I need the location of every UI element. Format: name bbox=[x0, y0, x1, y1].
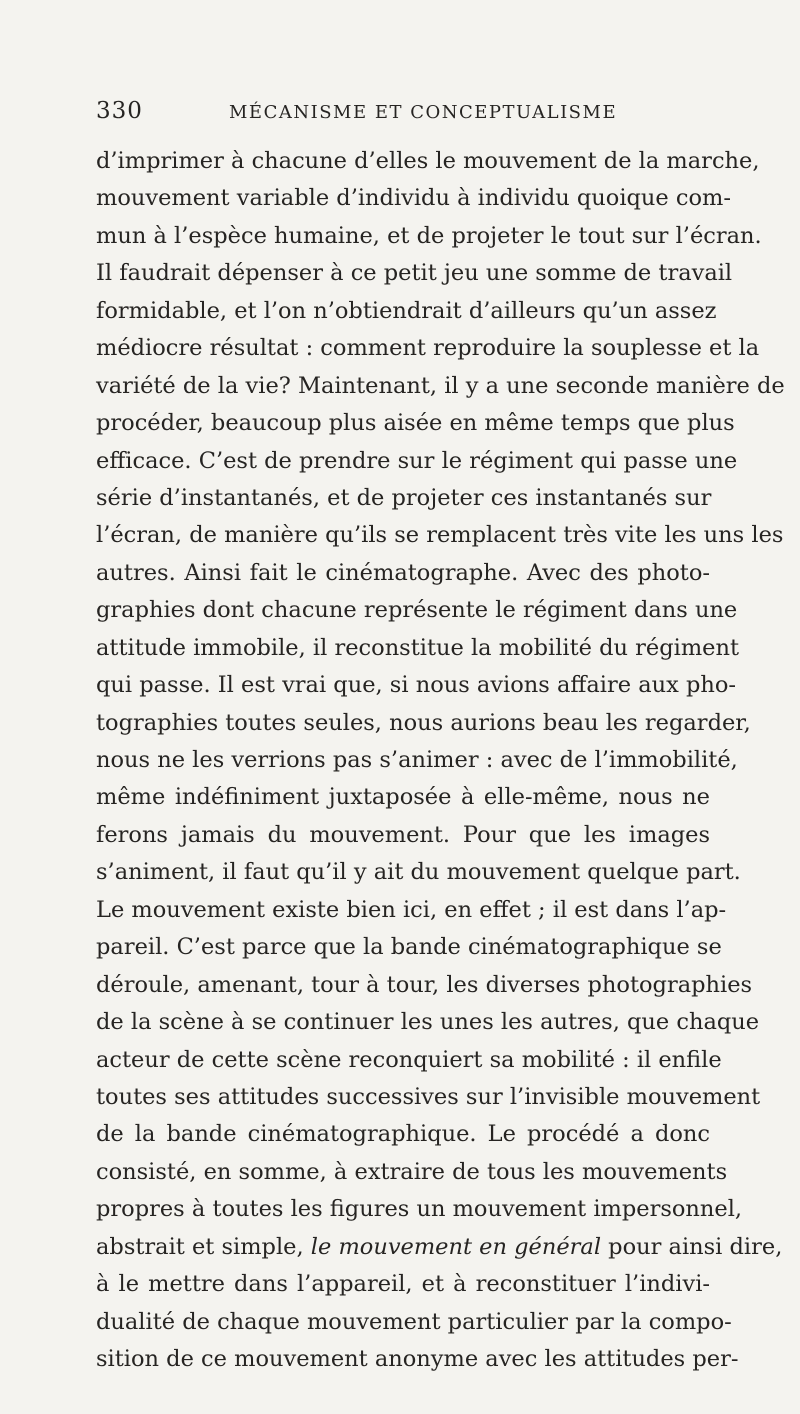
text-segment: abstrait et simple, bbox=[96, 1233, 311, 1260]
text-line: variété de la vie? Maintenant, il y a une seconde manière de bbox=[96, 372, 785, 399]
text-line: d’imprimer à chacune d’elles le mouvement de la marche, bbox=[96, 148, 760, 174]
text-line: acteur de cette scène reconquiert sa mobilité : il enfile bbox=[96, 1046, 722, 1073]
text-line: à le mettre dans l’appareil, et à reconstituer l’indivi- bbox=[96, 1271, 710, 1298]
text-segment: pour ainsi dire, bbox=[601, 1233, 783, 1260]
text-line: consisté, en somme, à extraire de tous les mouvements bbox=[96, 1158, 728, 1185]
text-line: nous ne les verrions pas s’animer : avec de l’immobilité, bbox=[96, 747, 738, 773]
text-line: de la bande cinématographique. Le procédé a donc bbox=[96, 1121, 710, 1148]
text-line: série d’instantanés, et de projeter ces instantanés sur bbox=[96, 484, 712, 511]
text-line: propres à toutes les figures un mouvement impersonnel, bbox=[96, 1196, 743, 1223]
text-line: déroule, amenant, tour à tour, les diverses photographies bbox=[96, 971, 753, 998]
text-line: efficace. C’est de prendre sur le régiment qui passe une bbox=[96, 447, 738, 474]
text-line: autres. Ainsi fait le cinématographe. Avec des photo- bbox=[96, 559, 710, 586]
text-line: sition de ce mouvement anonyme avec les attitudes per- bbox=[96, 1346, 739, 1372]
text-line: s’animent, il faut qu’il y ait du mouvement quelque part. bbox=[96, 859, 741, 886]
text-line-with-italic bbox=[96, 1229, 783, 1266]
running-title: MÉCANISME ET CONCEPTUALISME bbox=[229, 102, 618, 123]
italic-phrase: le mouvement en général bbox=[310, 1233, 602, 1260]
text-line: pareil. C’est parce que la bande cinématographique se bbox=[96, 934, 722, 961]
text-line: attitude immobile, il reconstitue la mobilité du régiment bbox=[96, 634, 740, 661]
text-line: mun à l’espèce humaine, et de projeter le tout sur l’écran. bbox=[96, 222, 762, 249]
text-line: Il faudrait dépenser à ce petit jeu une somme de travail bbox=[96, 260, 733, 287]
text-line: dualité de chaque mouvement particulier par la compo- bbox=[96, 1308, 732, 1335]
page-header bbox=[96, 98, 710, 128]
body-paragraph bbox=[96, 143, 785, 1378]
text-line: qui passe. Il est vrai que, si nous avions affaire aux pho- bbox=[96, 672, 737, 699]
text-line: même indéfiniment juxtaposée à elle-même, nous ne bbox=[96, 784, 710, 811]
page-number: 330 bbox=[96, 98, 143, 124]
text-line: procéder, beaucoup plus aisée en même temps que plus bbox=[96, 410, 735, 437]
text-line: tographies toutes seules, nous aurions beau les regarder, bbox=[96, 709, 751, 736]
text-line: de la scène à se continuer les unes les autres, que chaque bbox=[96, 1009, 760, 1036]
text-line: Le mouvement existe bien ici, en effet ; il est dans l’ap- bbox=[96, 896, 727, 923]
text-line: formidable, et l’on n’obtiendrait d’ailleurs qu’un assez bbox=[96, 297, 717, 324]
text-line: mouvement variable d’individu à individu quoique com- bbox=[96, 185, 731, 212]
text-line: toutes ses attitudes successives sur l’invisible mouvement bbox=[96, 1083, 761, 1110]
text-line: l’écran, de manière qu’ils se remplacent très vite les uns les bbox=[96, 522, 784, 549]
text-line: ferons jamais du mouvement. Pour que les images bbox=[96, 821, 710, 848]
text-line: médiocre résultat : comment reproduire la souplesse et la bbox=[96, 335, 760, 362]
text-line: graphies dont chacune représente le régiment dans une bbox=[96, 597, 738, 624]
